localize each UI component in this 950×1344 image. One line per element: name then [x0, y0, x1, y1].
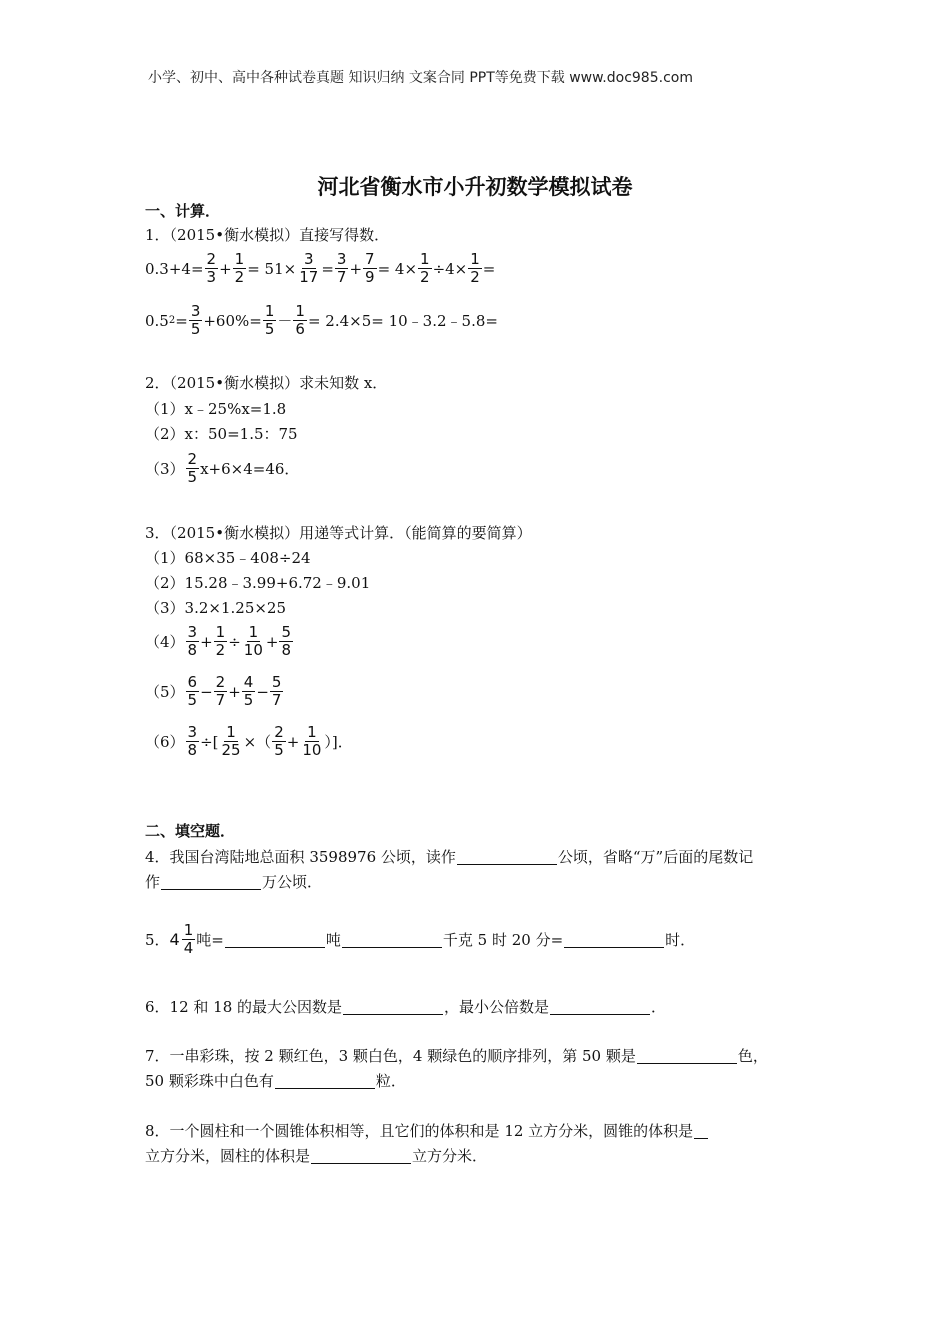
fraction	[272, 724, 286, 759]
numerator: 1	[307, 723, 317, 741]
operator: +	[228, 682, 241, 701]
text: （6）	[145, 733, 185, 751]
text: 色，	[737, 1047, 768, 1065]
text: +60%=	[203, 311, 262, 330]
operator: +	[200, 632, 213, 651]
page-title: 河北省衡水市小升初数学模拟试卷	[317, 175, 633, 199]
numerator: 2	[274, 723, 284, 741]
operator: ÷	[228, 632, 241, 651]
denominator: 10	[243, 641, 263, 659]
denominator: 5	[187, 468, 198, 486]
denominator: 7	[215, 691, 226, 709]
q3-item5	[145, 674, 284, 709]
denominator: 6	[295, 320, 305, 338]
denominator: 25	[221, 741, 241, 759]
fraction	[233, 251, 247, 286]
mixed-number	[170, 922, 197, 957]
numerator: 2	[187, 450, 198, 468]
denominator: 5	[187, 691, 198, 709]
text: 8．一个圆柱和一个圆锥体积相等，且它们的体积和是 12 立方分米，圆锥的体积是	[145, 1122, 694, 1140]
operator: −	[256, 682, 269, 701]
text: 立方分米，圆柱的体积是	[145, 1147, 311, 1165]
whole-part: 4	[169, 930, 180, 949]
denominator: 17	[299, 268, 319, 286]
text: 作	[145, 873, 161, 891]
operator: ×（	[243, 733, 272, 751]
numerator: 3	[336, 250, 347, 268]
numerator: 7	[365, 250, 375, 268]
numerator: 1	[470, 250, 480, 268]
q4-line1	[145, 846, 753, 867]
answer-blank[interactable]	[342, 932, 442, 948]
fraction	[293, 303, 307, 338]
denominator: 4	[183, 939, 194, 957]
numerator: 1	[234, 250, 245, 268]
text: 0.5	[145, 311, 169, 330]
numerator: 6	[187, 673, 198, 691]
fraction	[242, 674, 256, 709]
text: （4）	[145, 633, 185, 651]
denominator: 2	[470, 268, 480, 286]
fraction	[182, 922, 196, 957]
fraction	[263, 303, 277, 338]
text: 万公顷．	[262, 873, 323, 891]
operator: －	[277, 312, 293, 330]
denominator: 8	[187, 741, 198, 759]
text: 5．	[145, 931, 170, 949]
fraction	[220, 724, 243, 759]
q3-item2: （2）15.28﹣3.99+6.72﹣9.01	[145, 574, 371, 592]
fraction	[186, 624, 200, 659]
answer-blank[interactable]	[275, 1073, 375, 1089]
text: = 51×	[247, 259, 297, 278]
numerator: 4	[243, 673, 254, 691]
q7-line2	[145, 1070, 406, 1091]
fraction	[363, 251, 377, 286]
q5-line	[145, 922, 695, 957]
numerator: 1	[420, 250, 430, 268]
fraction	[300, 724, 323, 759]
q3-stem: 3．（2015•衡水模拟）用递等式计算．（能简算的要简算）	[145, 524, 532, 542]
numerator: 3	[187, 623, 198, 641]
answer-blank[interactable]	[311, 1148, 411, 1164]
denominator: 7	[336, 268, 347, 286]
text: 粒．	[375, 1072, 406, 1090]
q3-item1: （1）68×35﹣408÷24	[145, 549, 311, 567]
fraction	[418, 251, 432, 286]
answer-blank[interactable]	[637, 1048, 737, 1064]
operator: +	[286, 732, 300, 751]
fraction	[279, 624, 293, 659]
operator: +	[265, 632, 279, 651]
q8-line2	[145, 1145, 487, 1166]
fraction	[214, 674, 228, 709]
text: 千克 5 时 20 分=	[442, 931, 564, 949]
numerator: 1	[226, 723, 236, 741]
text: 6．12 和 18 的最大公因数是	[145, 998, 343, 1016]
fraction	[335, 251, 349, 286]
text: =	[321, 259, 334, 278]
text: ，最小公倍数是	[444, 998, 550, 1016]
text: x+6×4=46．	[200, 460, 300, 478]
text: （3）	[145, 460, 185, 478]
fraction	[297, 251, 320, 286]
text: ÷4×	[432, 259, 468, 278]
answer-blank[interactable]	[225, 932, 325, 948]
operator: −	[200, 682, 213, 701]
fraction	[186, 674, 200, 709]
fraction	[205, 251, 219, 286]
text: ）]．	[324, 733, 353, 751]
denominator: 2	[234, 268, 245, 286]
numerator: 3	[187, 723, 198, 741]
text: 公顷，省略“万”后面的尾数记	[557, 848, 754, 866]
fraction	[186, 724, 200, 759]
numerator: 1	[295, 302, 305, 320]
numerator: 1	[215, 623, 226, 641]
numerator: 5	[281, 623, 292, 641]
text: 0.3+4=	[145, 259, 204, 278]
section-fill-blank: 二、填空题．	[145, 822, 236, 840]
denominator: 5	[274, 741, 284, 759]
denominator: 2	[215, 641, 226, 659]
numerator: 3	[303, 250, 314, 268]
numerator: 5	[271, 673, 282, 691]
text: 4．我国台湾陆地总面积 3598976 公顷，读作	[145, 848, 456, 866]
text: = 2.4×5= 10﹣3.2﹣5.8=	[307, 312, 498, 330]
text: 吨	[325, 931, 341, 949]
numerator: 1	[264, 302, 275, 320]
text: 时．	[665, 931, 696, 949]
q1-line1	[145, 251, 495, 286]
denominator: 5	[190, 320, 201, 338]
numerator: 2	[206, 250, 217, 268]
denominator: 10	[302, 741, 322, 759]
denominator: 3	[206, 268, 217, 286]
q6-line	[145, 996, 666, 1017]
numerator: 3	[190, 302, 201, 320]
numerator: 2	[215, 673, 226, 691]
answer-blank[interactable]	[550, 999, 650, 1015]
fraction	[214, 624, 228, 659]
q8-line1	[145, 1120, 709, 1141]
q2-item1: （1）x﹣25%x=1.8	[145, 400, 287, 418]
text: 立方分米．	[412, 1147, 488, 1165]
text: 7．一串彩珠，按 2 颗红色，3 颗白色，4 颗绿色的顺序排列，第 50 颗是	[145, 1047, 636, 1065]
denominator: 5	[264, 320, 275, 338]
section-calculation: 一、计算．	[145, 202, 221, 220]
operator: +	[349, 259, 363, 278]
text: = 4×	[377, 259, 418, 278]
fraction	[468, 251, 482, 286]
denominator: 2	[420, 268, 430, 286]
text: =	[482, 259, 496, 278]
text: 50 颗彩珠中白色有	[145, 1072, 274, 1090]
denominator: 5	[243, 691, 254, 709]
denominator: 8	[281, 641, 292, 659]
operator: ÷[	[200, 732, 219, 751]
operator: +	[219, 259, 232, 278]
denominator: 8	[187, 641, 198, 659]
fraction	[189, 303, 203, 338]
text: （5）	[145, 683, 185, 701]
q4-line2	[145, 871, 322, 892]
q3-item4	[145, 624, 294, 659]
numerator: 1	[248, 623, 259, 641]
denominator: 9	[365, 268, 375, 286]
answer-blank[interactable]	[457, 849, 557, 865]
fraction	[186, 451, 200, 486]
answer-blank[interactable]	[694, 1123, 708, 1139]
fraction	[242, 624, 265, 659]
numerator: 1	[183, 921, 194, 939]
text: =	[175, 311, 188, 330]
q3-item6	[145, 724, 353, 759]
fraction	[270, 674, 284, 709]
q2-item2: （2）x：50=1.5：75	[145, 425, 298, 443]
q3-item3: （3）3.2×1.25×25	[145, 599, 287, 617]
q1-stem: 1．（2015•衡水模拟）直接写得数．	[145, 226, 390, 244]
q7-line1	[145, 1045, 768, 1066]
q2-item3	[145, 451, 299, 486]
q2-stem: 2．（2015•衡水模拟）求未知数 x．	[145, 374, 388, 392]
page-header: 小学、初中、高中各种试卷真题 知识归纳 文案合同 PPT等免费下载 www.doc985.com	[148, 70, 693, 86]
text: 吨=	[196, 931, 224, 949]
answer-blank[interactable]	[343, 999, 443, 1015]
text: ．	[651, 998, 667, 1016]
denominator: 7	[271, 691, 282, 709]
exponent: 2	[168, 315, 176, 326]
answer-blank[interactable]	[161, 874, 261, 890]
answer-blank[interactable]	[564, 932, 664, 948]
q1-line2	[145, 303, 498, 338]
